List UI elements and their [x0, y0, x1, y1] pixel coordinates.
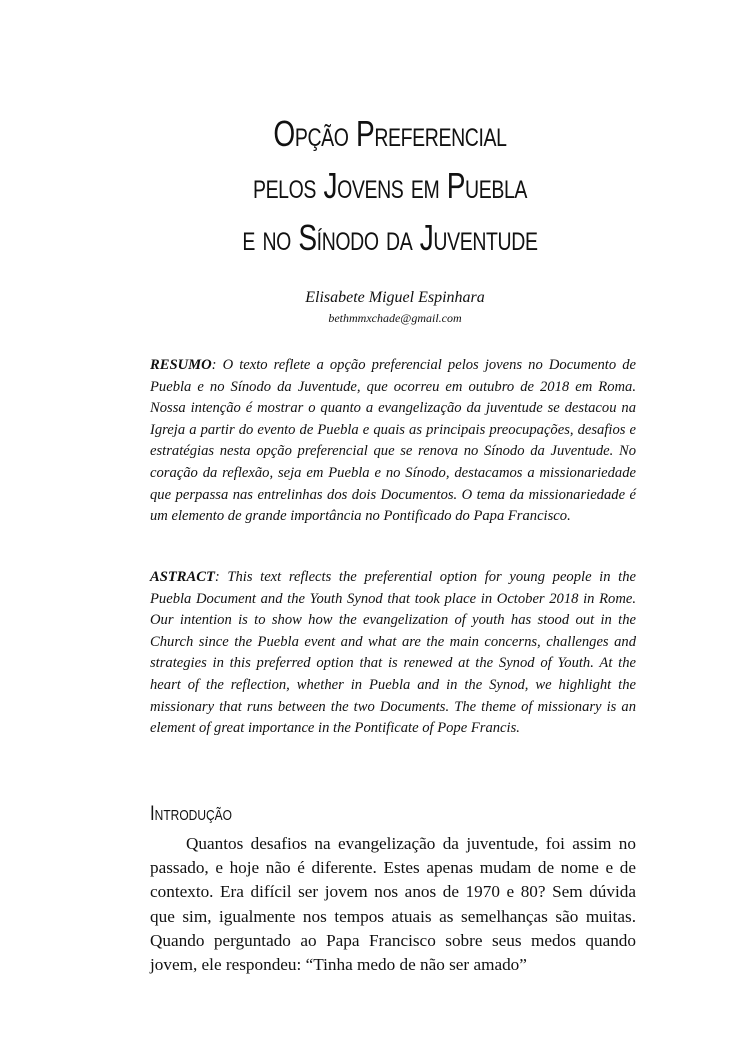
resumo-text: : O texto reflete a opção preferencial pelos jovens no Documento de Puebla e no Sínodo da Juventude, que ocorreu em outubro de 2018 em Roma. Nossa intenção é mostrar o quanto a evangelização da juventude se destacou na Igreja a partir do evento de Puebla e quais as principais preocupações, desafios e estratégias nesta opção preferencial que se renova no Sínodo da Juventude. No coração da reflexão, seja em Puebla e no Sínodo, destacamos a missionariedade que perpassa nas entrelinhas dos dois Documentos. O tema da missionariedade é um elemento de grande importância no Pontificado do Papa Francisco.: [150, 357, 636, 525]
author-email: bethmmxchade@gmail.com: [328, 311, 462, 325]
resumo-label: RESUMO: [150, 357, 212, 373]
section-heading-introducao: Introdução: [150, 802, 232, 825]
abstract-block: [150, 567, 636, 740]
title-line-1: Opção Preferencial: [273, 113, 507, 154]
article-title: [179, 108, 600, 264]
author-name: Elisabete Miguel Espinhara: [305, 289, 485, 306]
abstract-text: : This text reflects the preferential option for young people in the Puebla Document and the Youth Synod that took place in October 2018 in Rome. Our intention is to show how the evangelization of youth has stood out in the Church since the Puebla event and what are the main concerns, challenges and strategies in this preferred option that is renewed at the Synod of Youth. At the heart of the reflection, whether in Puebla and in the Synod, we highlight the missionary that runs between the two Documents. The theme of missionary is an element of great importance in the Pontificate of Pope Francis.: [150, 569, 636, 737]
title-line-2: pelos Jovens em Puebla: [252, 165, 528, 206]
resumo-block: [150, 355, 636, 528]
title-line-3: e no Sínodo da Juventude: [242, 217, 538, 258]
intro-paragraph: Quantos desafios na evangelização da juventude, foi assim no passado, e hoje não é diferente. Estes apenas mudam de nome e de contexto. Era difícil ser jovem nos anos de 1970 e 80? Sem dúvida que sim, igualmente nos tempos atuais as semelhanças são muitas. Quando perguntado ao Papa Francisco sobre seus medos quando jovem, ele respondeu: “Tinha medo de não ser amado”: [150, 834, 636, 975]
abstract-label: ASTRACT: [150, 569, 215, 585]
